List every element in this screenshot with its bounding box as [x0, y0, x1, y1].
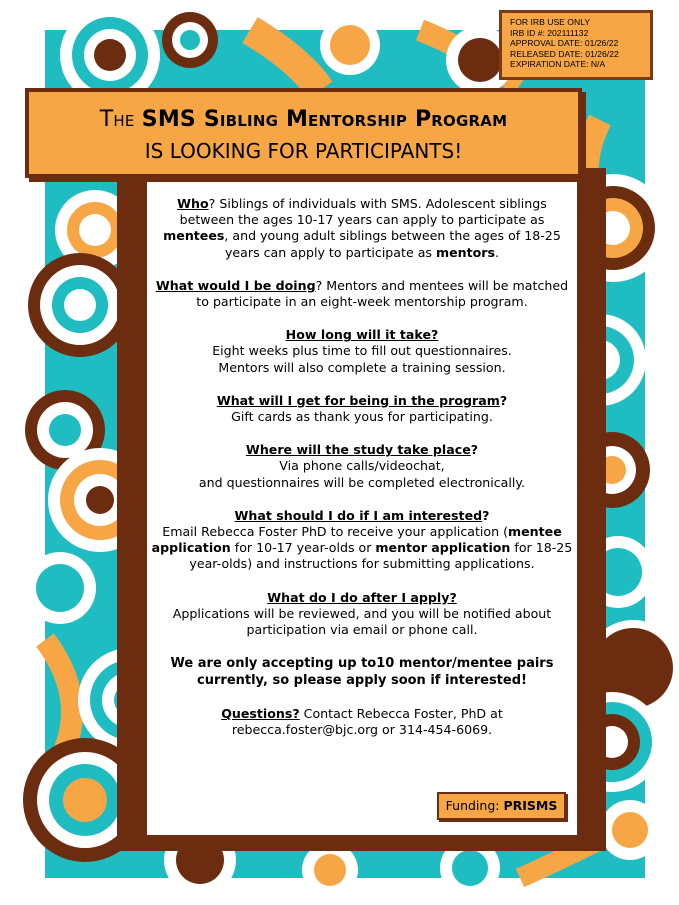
text: Gift cards as thank yous for participating.	[231, 409, 493, 425]
section-doing	[150, 278, 574, 310]
irb-stamp	[499, 10, 653, 80]
text: .	[495, 244, 500, 260]
question-where: Where will the study take place	[245, 442, 471, 458]
content	[150, 196, 574, 756]
title-subtitle: IS LOOKING FOR PARTICIPANTS!	[144, 139, 463, 163]
title-the: The	[99, 107, 135, 132]
irb-approval-date: APPROVAL DATE: 01/26/22	[510, 38, 619, 49]
question-questions: Questions?	[221, 706, 300, 722]
text: for 18-25 year-olds) and instructions for submitting applications.	[189, 540, 573, 572]
emphasis: mentee application	[151, 524, 562, 556]
text: Applications will be reviewed, and you will be notified about participation via email or phone call.	[172, 605, 552, 638]
section-questions	[150, 706, 574, 738]
text: ? Siblings of individuals with SMS. Adolescent siblings between the ages 10-17 years can apply to participate as	[179, 196, 547, 228]
question-mark: ?	[482, 507, 490, 523]
emphasis: mentors	[436, 244, 496, 260]
question-get: What will I get for being in the program	[216, 392, 500, 408]
emphasis: mentor application	[375, 540, 511, 556]
text: Via phone calls/videochat,	[279, 458, 445, 474]
text: Mentors will also complete a training session.	[218, 359, 506, 375]
text: Eight weeks plus time to fill out questionnaires.	[212, 343, 512, 359]
funding-label: Funding:	[445, 798, 504, 813]
section-after	[150, 590, 574, 639]
section-howlong	[150, 327, 574, 376]
question-doing: What would I be doing	[155, 277, 316, 293]
program-name: SMS Sibling Mentorship Program	[141, 107, 508, 132]
irb-expiration-date: EXPIRATION DATE: N/A	[510, 59, 606, 70]
text: and questionnaires will be completed electronically.	[198, 474, 526, 490]
text: ? Mentors and mentees will be matched to participate in an eight-week mentorship program.	[196, 277, 569, 310]
text: , and young adult siblings between the ages of 18-25 years can apply to participate as	[224, 228, 561, 260]
irb-id: IRB ID #: 202111132	[510, 27, 589, 38]
funding-badge	[437, 792, 566, 820]
title-banner	[25, 88, 582, 178]
contact-info: rebecca.foster@bjc.org or 314-454-6069.	[231, 722, 493, 738]
closing-note: We are only accepting up to10 mentor/mentee pairs currently, so please apply soon if interested!	[170, 656, 554, 689]
question-howlong: How long will it take?	[285, 327, 439, 343]
section-get	[150, 393, 574, 425]
title-line	[29, 106, 578, 134]
question-mark: ?	[499, 392, 508, 408]
question-mark: ?	[470, 442, 479, 458]
irb-released-date: RELEASED DATE: 01/26/22	[510, 48, 619, 59]
funding-value: PRISMS	[503, 798, 558, 813]
question-who: Who	[177, 196, 209, 211]
text: Email Rebecca Foster PhD to receive your application (	[162, 524, 509, 540]
text: Contact Rebecca Foster, PhD at	[299, 706, 503, 722]
question-after: What do I do after I apply?	[267, 589, 457, 605]
question-interested: What should I do if I am interested	[234, 507, 483, 523]
section-interested	[150, 508, 574, 573]
emphasis: mentees	[163, 228, 225, 244]
section-who	[150, 196, 574, 261]
section-where	[150, 442, 574, 491]
text: for 10-17 year-olds or	[230, 540, 376, 556]
irb-line: FOR IRB USE ONLY	[510, 17, 591, 27]
